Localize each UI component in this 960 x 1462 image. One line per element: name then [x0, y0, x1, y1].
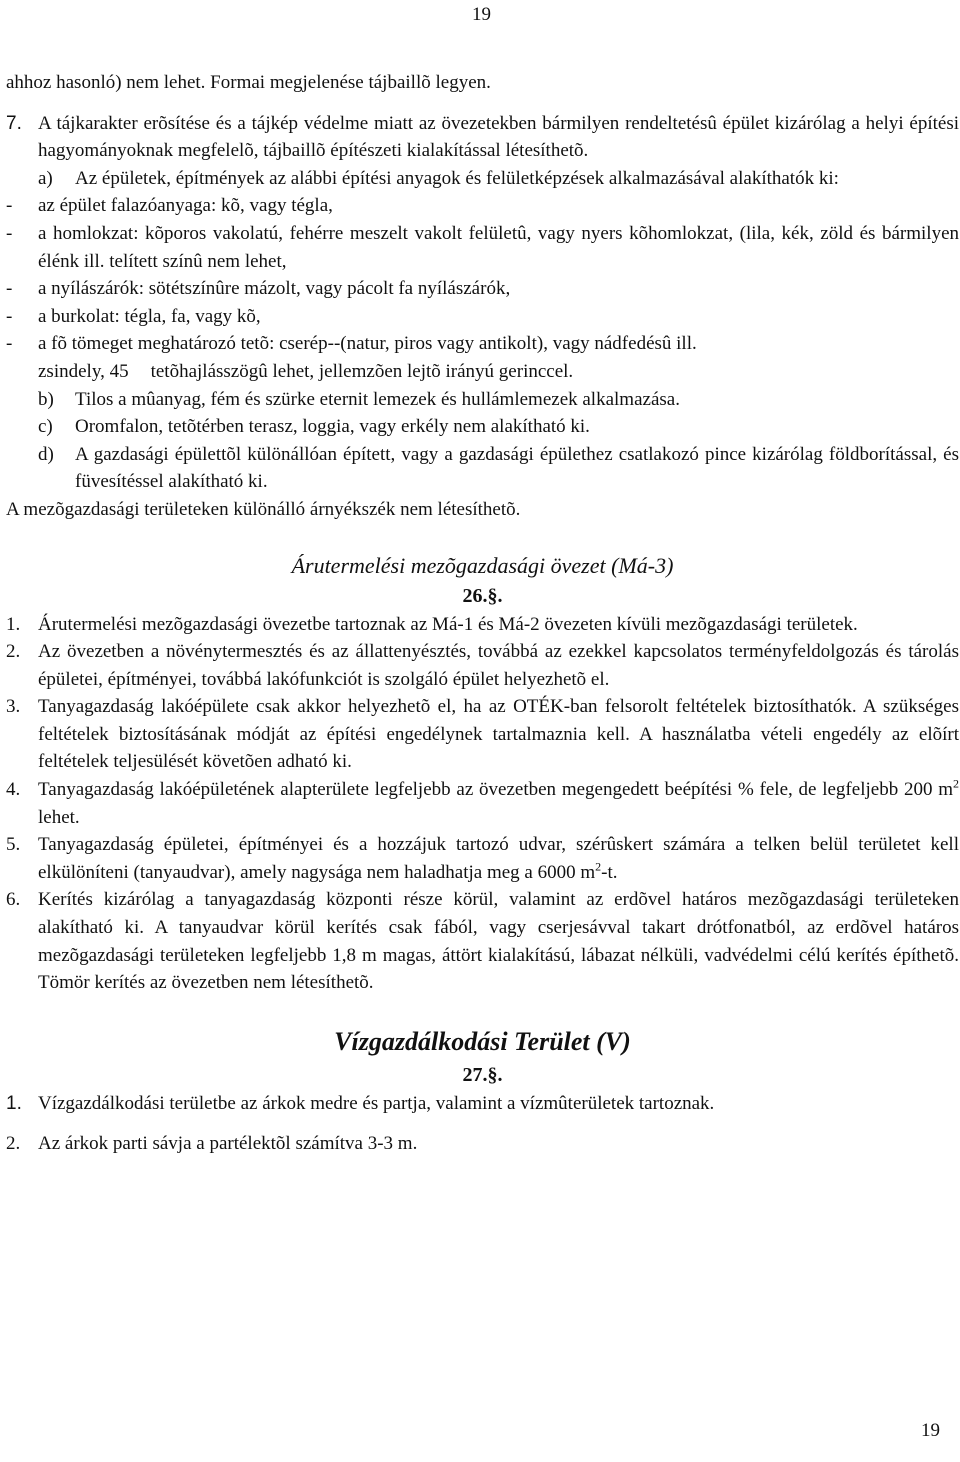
item-7d-text: A gazdasági épülettõl különállóan épített, vagy a gazdasági épülethez csatlakozó pince kizárólag földborítással, és füvesítéssel alakítható ki. — [75, 443, 959, 493]
roof-text-a: zsindely, 45 — [38, 360, 129, 382]
v-item-number: 1. — [6, 1092, 22, 1114]
v-item-number: 2. — [6, 1133, 21, 1155]
dash-item-text: a homlokzat: kõporos vakolatú, fehérre meszelt vakolt felületû, vagy nyers kõhomlokzat, (lila, kék, zöld és bármilyen élénk ill. telített színû nem lehet, — [38, 222, 959, 272]
item-7a — [6, 165, 959, 193]
dash-bullet: - — [6, 195, 13, 217]
dash-item-text: a fõ tömeget meghatározó tetõ: cserép--(natur, piros vagy antikolt), vagy nádfedésû ill. — [38, 333, 697, 355]
dash-item — [6, 220, 959, 275]
dash-item-text: a burkolat: tégla, fa, vagy kõ, — [38, 305, 261, 327]
ma3-item-4 — [6, 776, 959, 831]
ma3-item-text: Árutermelési mezõgazdasági övezetbe tartoznak az Má-1 és Má-2 övezeten kívüli mezõgazdasági területek. — [38, 613, 858, 635]
ma3-item-6-text: Kerítés kizárólag a tanyagazdaság központi része körül, valamint az erdõvel határos mezõgazdasági területeken alakítható ki. A tanyaudvar körül kerítés csak fából, vagy cserjesávval takart drótfonatból, az erdõvel határos mezõgazdasági területeken legfeljebb 1,8 m magas, áttört kialakítású, lábazat nélküli, vadvédelmi célú kerítés építhetõ. Tömör kerítés az övezetben nem létesíthetõ. — [38, 889, 959, 994]
dash-item-text: a nyílászárók: sötétszínûre mázolt, vagy pácolt fa nyílászárók, — [38, 278, 511, 300]
dash-item — [6, 303, 959, 331]
ma3-item-5-text-b: -t. — [601, 861, 618, 883]
item-7-text: A tájkarakter erõsítése és a tájkép védelme miatt az övezetekben bármilyen rendeltetésû épület kizárólag a helyi építési hagyományoknak megfelelõ, tájbaillõ építészeti kialakítással létesíthetõ. — [38, 112, 959, 162]
item-7c-text: Oromfalon, tetõtérben terasz, loggia, vagy erkély nem alakítható ki. — [75, 416, 590, 438]
ma3-item — [6, 693, 959, 776]
item-7b-letter: b) — [38, 388, 54, 410]
dash-bullet: - — [6, 278, 13, 300]
item-7d — [6, 441, 959, 496]
ma3-item-6 — [6, 886, 959, 996]
item-7b-text: Tilos a mûanyag, fém és szürke eternit lemezek és hullámlemezek alkalmazása. — [75, 388, 680, 410]
dash-bullet: - — [6, 222, 13, 244]
item-7a-letter: a) — [38, 167, 53, 189]
ma3-item-4-superscript: 2 — [953, 776, 959, 791]
ma3-item-number: 6. — [6, 889, 21, 911]
item-7 — [6, 110, 959, 165]
ma3-item — [6, 611, 959, 639]
ma3-item-5-superscript: 2 — [595, 859, 602, 874]
v-item-text: Vízgazdálkodási területbe az árkok medre és partja, valamint a vízmûterületek tartoznak. — [38, 1092, 715, 1114]
ma3-item-4-text-b: lehet. — [38, 806, 80, 828]
roof-continuation — [6, 358, 959, 386]
item-7d-letter: d) — [38, 443, 54, 465]
closing-sentence: A mezõgazdasági területeken különálló árnyékszék nem létesíthetõ. — [6, 498, 521, 520]
ma3-item-text: Az övezetben a növénytermesztés és az állattenyésztés, továbbá az ezekkel kapcsolatos terményfeldolgozás és tárolás épületei, építményei, továbbá lakófunkciót is szolgáló épület helyezhetõ el. — [38, 641, 959, 690]
ma3-item-number: 3. — [6, 696, 21, 718]
ma3-item-number: 5. — [6, 834, 21, 856]
item-7c-letter: c) — [38, 416, 53, 438]
item-7b — [6, 386, 959, 414]
v-item — [6, 1130, 959, 1158]
ma3-item — [6, 638, 959, 693]
section-heading-v: Vízgazdálkodási Terület (V) — [334, 1026, 631, 1056]
dash-item — [6, 275, 959, 303]
paragraph-number-26: 26.§. — [462, 584, 503, 607]
page-number-top: 19 — [472, 4, 491, 25]
ma3-item-4-text-a: Tanyagazdaság lakóépületének alapterülete legfeljebb az övezetben megengedett beépítési % fele, de legfeljebb 200 m — [38, 779, 953, 801]
paragraph-number-27: 27.§. — [462, 1063, 503, 1086]
ma3-item-5-text-a: Tanyagazdaság épületei, építményei és a hozzájuk tartozó udvar, szérûskert számára a telken belül területet kell elkülöníteni (tanyaudvar), amely nagysága nem haladhatja meg a 6000 m — [38, 834, 959, 883]
v-item — [6, 1090, 959, 1118]
ma3-item-number: 1. — [6, 613, 21, 635]
dash-item — [6, 192, 959, 220]
ma3-item-text: Tanyagazdaság lakóépülete csak akkor helyezhetõ el, ha az OTÉK-ban felsorolt feltételek biztosíthatók. A szükséges feltételek biztosításának módját az építési engedélynek tartalmaznia kell. A használatba vételi engedély az elõírt feltételek teljesülését követõen adható ki. — [38, 696, 959, 773]
dash-bullet: - — [6, 305, 13, 327]
section-heading-ma3: Árutermelési mezõgazdasági övezet (Má-3) — [291, 552, 674, 578]
item-7a-text: Az épületek, építmények az alábbi építési anyagok és felületképzések alkalmazásával alakíthatók ki: — [75, 167, 839, 189]
dash-bullet: - — [6, 333, 13, 355]
roof-text-b: tetõhajlásszögû lehet, jellemzõen lejtõ irányú gerinccel. — [150, 360, 574, 382]
item-7c — [6, 413, 959, 441]
v-item-text: Az árkok parti sávja a partélektõl számítva 3-3 m. — [38, 1133, 418, 1155]
ma3-item-5 — [6, 831, 959, 886]
ma3-item-number: 4. — [6, 779, 21, 801]
document-body — [6, 69, 959, 1158]
dash-item-text: az épület falazóanyaga: kõ, vagy tégla, — [38, 195, 333, 217]
continuation-line: ahhoz hasonló) nem lehet. Formai megjelenése tájbaillõ legyen. — [6, 72, 491, 93]
ma3-item-number: 2. — [6, 641, 21, 663]
page-number-bottom: 19 — [921, 1420, 940, 1441]
dash-item — [6, 330, 959, 358]
item-7-number: 7. — [6, 112, 22, 134]
